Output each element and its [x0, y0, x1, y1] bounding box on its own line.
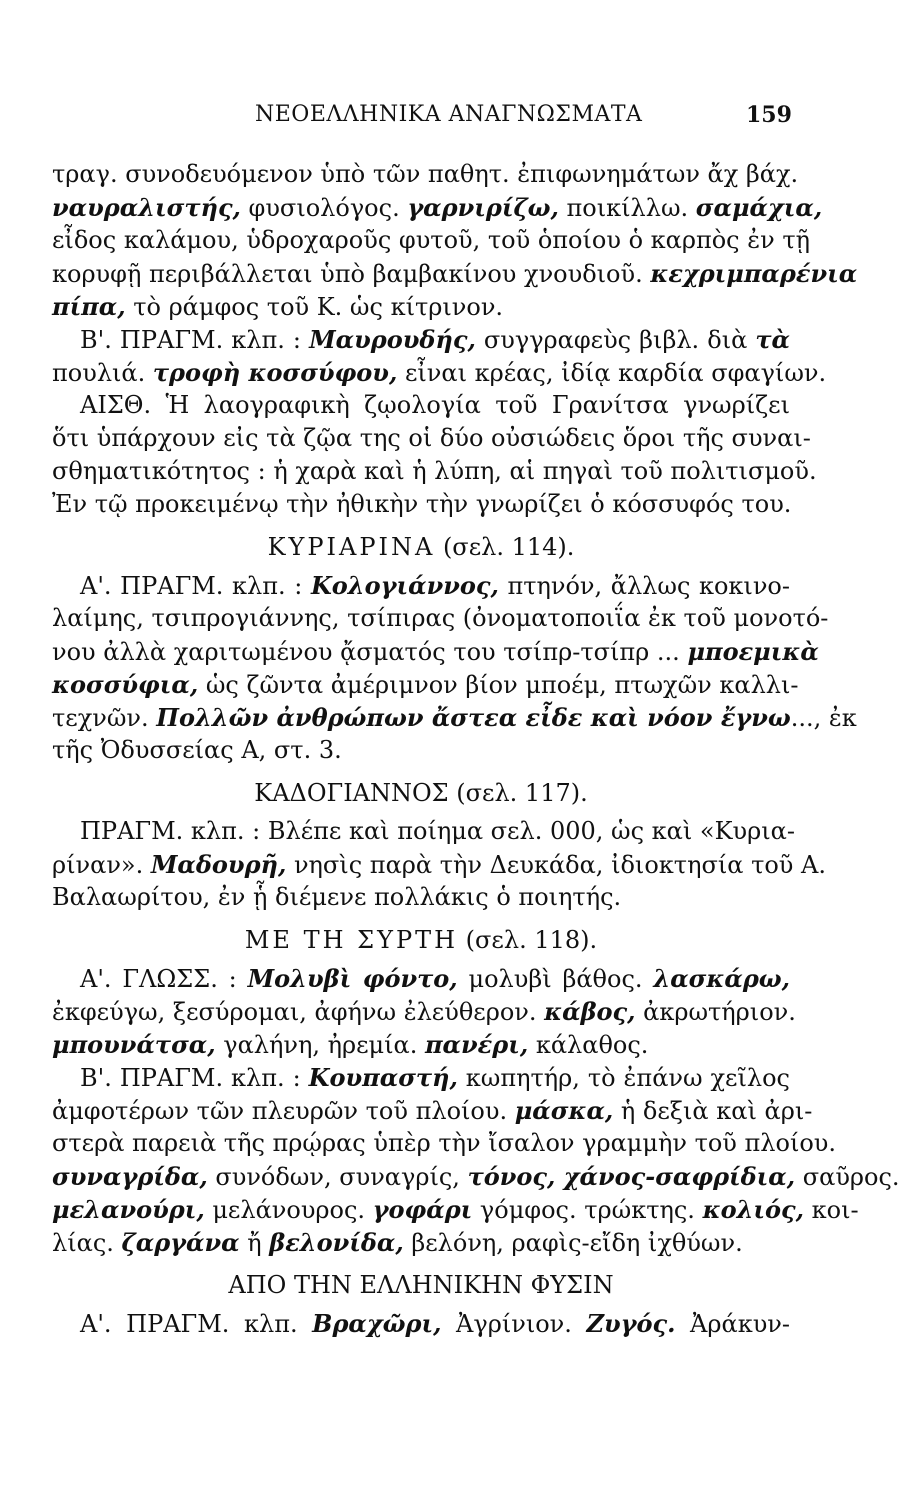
line-text: ἐκφεύγω, ξεσύρομαι, ἀφήνω ἐλεύθερον. [52, 998, 545, 1026]
line-text: Ἀράκυν- [675, 1310, 790, 1338]
text-line [52, 488, 790, 521]
heading-title: ΚΑΔΟΓΙΑΝΝΟΣ [254, 779, 449, 807]
line-text: τῆς Ὀδυσσείας Α, στ. 3. [52, 736, 342, 764]
term: μποεμικὰ [687, 637, 819, 666]
line-text: Β'. ΠΡΑΓΜ. κλπ. : [80, 326, 310, 354]
line-text: λίας. [52, 1229, 122, 1257]
term: συναγρίδα, [52, 1162, 208, 1191]
term: ναυραλιστής, [52, 193, 241, 222]
line-text: ὅτι ὑπάρχουν εἰς τὰ ζῷα της οἱ δύο οὐσιώδεις ὅροι τῆς συναι- [52, 424, 811, 452]
line-text: κορυφῇ περιβάλλεται ὑπὸ βαμβακίνου χνουδιοῦ. [52, 260, 651, 288]
line-text: ποικίλλω. [558, 194, 696, 222]
line-text: κάλαθος. [528, 1031, 649, 1059]
term: Μαυρουδής, [309, 325, 476, 354]
text-line [52, 881, 790, 914]
section-heading [52, 521, 790, 569]
line-text: γαλήνη, ἠρεμία. [215, 1031, 425, 1059]
heading-title: ΚΥΡΙΑΡΙΝΑ [267, 533, 436, 561]
line-text: κωπητήρ, τὸ ἐπάνω χεῖλος [457, 1064, 790, 1092]
heading-page-ref: (σελ. 114). [435, 533, 575, 561]
line-text: εἶναι κρέας, ἰδίᾳ καρδία σφαγίων. [397, 359, 827, 387]
line-text: βελόνη, ραφὶς-εἴδη ἰχθύων. [403, 1229, 743, 1257]
text-line [52, 1127, 837, 1160]
line-text: ..., ἐκ [790, 704, 857, 732]
heading-page-ref: (σελ. 117). [448, 779, 588, 807]
line-text: ρίναν». [52, 851, 151, 879]
term: πανέρι, [424, 1030, 529, 1059]
term: Κουπαστή, [308, 1063, 458, 1092]
page-number: 159 [746, 102, 792, 128]
text-line [52, 1226, 790, 1259]
heading-page-ref: (σελ. 118). [458, 926, 598, 954]
text-line [52, 962, 790, 995]
text-line [52, 389, 790, 422]
running-title: ΝΕΟΕΛΛΗΝΙΚΑ ΑΝΑΓΝΩΣΜΑΤΑ [255, 102, 643, 127]
term: Ζυγός. [586, 1309, 676, 1338]
text-line [52, 701, 857, 734]
text-line [52, 668, 799, 701]
line-text: μελάνουρος. [204, 1196, 373, 1224]
term: κοσσύφια, [52, 670, 199, 699]
term: γαρνιρίζω, [407, 193, 559, 222]
text-line [52, 1193, 859, 1226]
term: μπουνάτσα, [52, 1030, 216, 1059]
line-text: ἀκρωτήριον. [635, 998, 796, 1026]
line-text: συνόδων, συναγρίς, [207, 1163, 468, 1191]
term: τόνος, χάνος-σαφρίδια, [467, 1162, 796, 1191]
term: πίπα, [52, 292, 126, 321]
line-text: εἶδος καλάμου, ὑδροχαροῦς φυτοῦ, τοῦ ὁποίου ὁ καρπὸς ἐν τῇ [52, 226, 811, 254]
text-line [52, 995, 796, 1028]
text-line [52, 257, 858, 290]
line-text: ἀμφοτέρων τῶν πλευρῶν τοῦ πλοίου. [52, 1097, 515, 1125]
text-line [52, 1307, 790, 1340]
text-line [52, 191, 823, 224]
term: Κολογιάννος, [310, 571, 499, 600]
heading-title: ΑΠΟ ΤΗΝ ΕΛΛΗΝΙΚΗΝ ΦΥΣΙΝ [228, 1271, 614, 1299]
term: Μολυβὶ φόντο, [247, 964, 458, 993]
line-text: Βαλαωρίτου, ἐν ᾗ διέμενε πολλάκις ὁ ποιητής. [52, 883, 622, 911]
line-text: σαῦρος. [795, 1163, 900, 1191]
term: λασκάρω, [653, 964, 790, 993]
line-text: πουλιά. [52, 359, 153, 387]
line-text: γόμφος. τρώκτης. [472, 1196, 703, 1224]
section-heading [52, 914, 790, 962]
term: σαμάχια, [695, 193, 823, 222]
text-line [52, 602, 829, 635]
term: κεχριμπαρένια [650, 259, 858, 288]
line-text: τὸ ράμφος τοῦ Κ. ὡς κίτρινον. [125, 293, 504, 321]
line-text: πτηνόν, ἄλλως κοκινο- [498, 572, 790, 600]
text-line [52, 734, 790, 767]
section-heading [52, 767, 790, 815]
text-line [52, 224, 811, 257]
line-text: στερὰ παρειὰ τῆς πρῴρας ὑπὲρ τὴν ἴσαλον γραμμὴν τοῦ πλοίου. [52, 1129, 837, 1157]
term: τροφὴ κοσσύφου, [152, 358, 398, 387]
line-text: Β'. ΠΡΑΓΜ. κλπ. : [80, 1064, 309, 1092]
page-body [52, 158, 900, 1340]
line-text: Α'. ΠΡΑΓΜ. κλπ. : [80, 572, 311, 600]
term: Βραχῶρι, [312, 1309, 442, 1338]
line-text: Ἐν τῷ προκειμένῳ τὴν ἠθικὴν τὴν γνωρίζει ὁ κόσσυφός του. [52, 490, 792, 518]
text-line [52, 422, 811, 455]
term: βελονίδα, [269, 1228, 404, 1257]
line-text: τραγ. συνοδευόμενον ὑπὸ τῶν παθητ. ἐπιφωνημάτων ἄχ βάχ. [52, 160, 799, 188]
line-text: συγγραφεὺς βιβλ. διὰ [475, 326, 756, 354]
text-line [52, 290, 790, 323]
text-line [52, 1160, 900, 1193]
line-text: Α'. ΠΡΑΓΜ. κλπ. [80, 1310, 313, 1338]
term: Μαδουρῆ, [150, 850, 287, 879]
line-text: μολυβὶ βάθος. [457, 965, 654, 993]
line-text: ἤ [239, 1229, 270, 1257]
term: τὰ [755, 325, 790, 354]
term: μελανούρι, [52, 1195, 205, 1224]
text-line [52, 1028, 790, 1061]
text-line [52, 455, 817, 488]
text-line [52, 569, 790, 602]
line-text: ὡς ζῶντα ἀμέριμνον βίον μποέμ, πτωχῶν καλλι- [198, 671, 799, 699]
text-line [52, 815, 795, 848]
text-line [52, 323, 790, 356]
quotation: Πολλῶν ἀνθρώπων ἄστεα εἶδε καὶ νόον ἔγνω [156, 703, 791, 732]
heading-title: ΜΕ ΤΗ ΣΥΡΤΗ [244, 926, 459, 954]
line-text: λαίμης, τσιπρογιάννης, τσίπιρας (ὀνοματοποιΐα ἐκ τοῦ μονοτό- [52, 604, 829, 632]
line-text: νου ἀλλὰ χαριτωμένου ᾄσματός του τσίπρ-τσίπρ ... [52, 638, 688, 666]
term: κάβος, [544, 997, 636, 1026]
line-text: ΠΡΑΓΜ. κλπ. : Βλέπε καὶ ποίημα σελ. 000, ὡς καὶ «Κυρια- [80, 817, 795, 845]
line-text: Ἀγρίνιον. [441, 1310, 587, 1338]
line-text: φυσιολόγος. [240, 194, 408, 222]
line-text: νησὶς παρὰ τὴν Δευκάδα, ἰδιοκτησία τοῦ Α. [286, 851, 826, 879]
text-line [52, 1061, 790, 1094]
line-text: κοι- [804, 1196, 859, 1224]
line-text: ἡ δεξιὰ καὶ ἀρι- [613, 1097, 813, 1125]
text-line [52, 356, 827, 389]
line-text: τεχνῶν. [52, 704, 157, 732]
line-text: Α'. ΓΛΩΣΣ. : [80, 965, 248, 993]
term: μάσκα, [514, 1096, 614, 1125]
term: κολιός, [702, 1195, 804, 1224]
section-heading [52, 1259, 790, 1307]
term: ζαργάνα [121, 1228, 240, 1257]
text-line [52, 1094, 813, 1127]
line-text: ΑΙΣΘ. Ἡ λαογραφικὴ ζῳολογία τοῦ Γρανίτσα γνωρίζει [80, 391, 790, 419]
text-line [52, 158, 799, 191]
text-line [52, 635, 819, 668]
text-line [52, 848, 826, 881]
line-text: σθηματικότητος : ἡ χαρὰ καὶ ἡ λύπη, αἱ πηγαὶ τοῦ πολιτισμοῦ. [52, 457, 817, 485]
term: γοφάρι [372, 1195, 473, 1224]
